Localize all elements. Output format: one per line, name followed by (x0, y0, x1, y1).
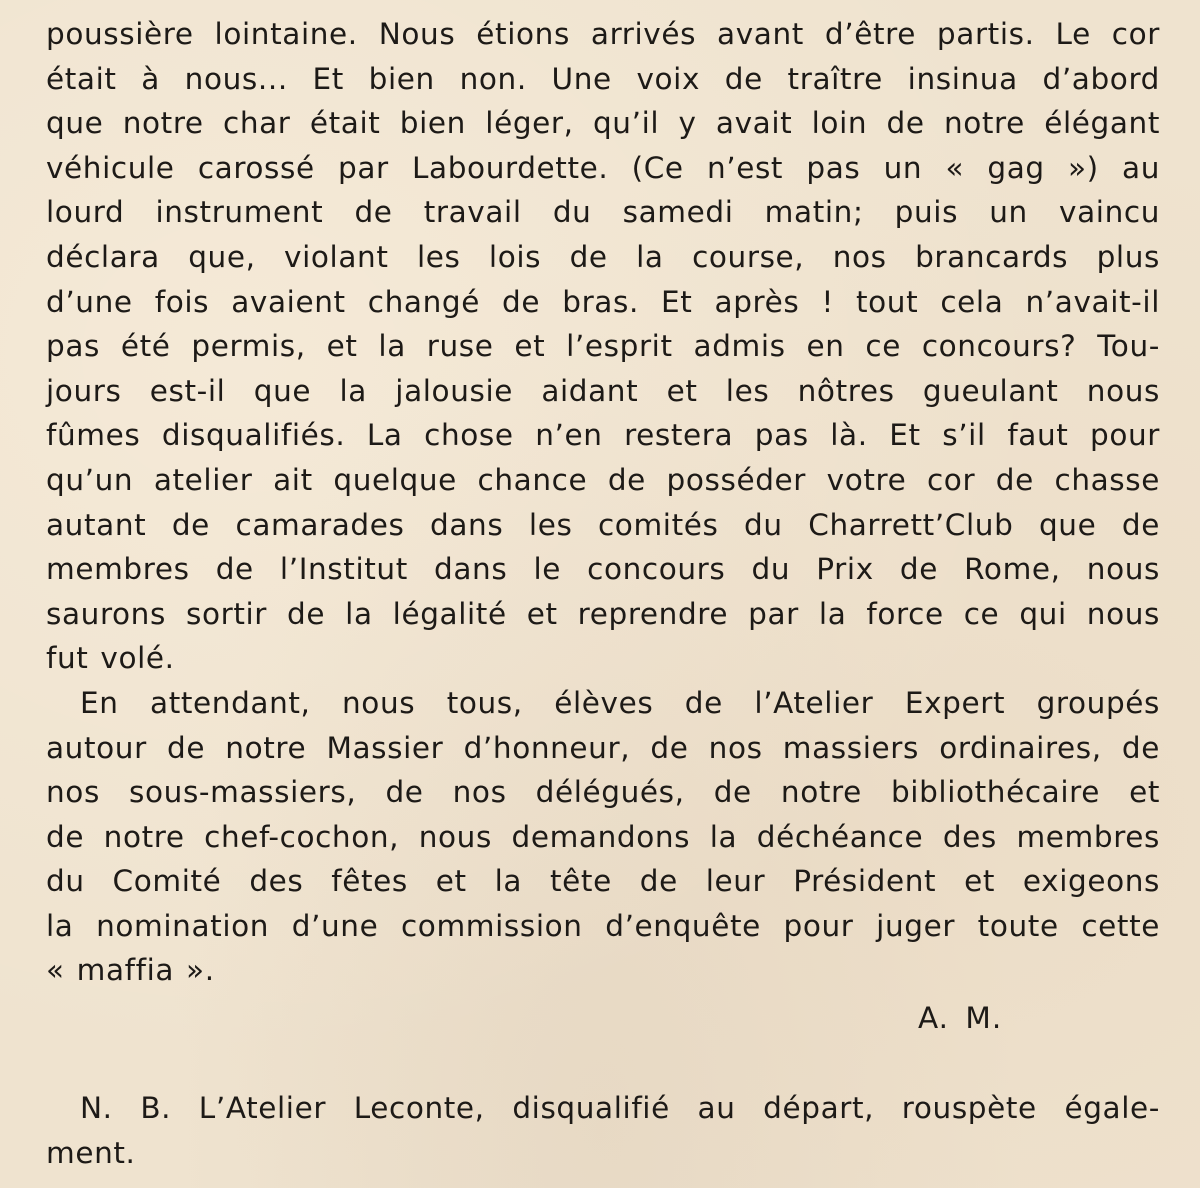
author-signature: A. M. (918, 1001, 1003, 1035)
text-line: fut volé. (46, 641, 175, 676)
text-line: que notre char était bien léger, qu’il y avait loin de notre élégant (46, 106, 1160, 141)
text-line: qu’un atelier ait quelque chance de posséder votre cor de chasse (46, 462, 1160, 497)
text-line: véhicule carossé par Labourdette. (Ce n’est pas un « gag ») au (46, 150, 1160, 185)
text-line: « maffia ». (46, 953, 215, 988)
text-line: pas été permis, et la ruse et l’esprit admis en ce concours? Tou- (46, 329, 1160, 364)
text-line: lourd instrument de travail du samedi matin; puis un vaincu (46, 195, 1160, 230)
text-line: nos sous-massiers, de nos délégués, de notre bibliothécaire et (46, 775, 1160, 810)
text-line: jours est-il que la jalousie aidant et les nôtres gueulant nous (46, 373, 1160, 408)
text-line: membres de l’Institut dans le concours du Prix de Rome, nous (46, 552, 1160, 587)
text-line: d’une fois avaient changé de bras. Et après ! tout cela n’avait-il (46, 284, 1160, 319)
text-line: déclara que, violant les lois de la course, nos brancards plus (46, 239, 1160, 274)
paragraph-1 (46, 12, 1160, 681)
paragraph-2 (46, 681, 1160, 993)
text-line: autour de notre Massier d’honneur, de nos massiers ordinaires, de (46, 730, 1160, 765)
text-line: poussière lointaine. Nous étions arrivés avant d’être partis. Le cor (46, 17, 1160, 51)
text-line: En attendant, nous tous, élèves de l’Atelier Expert groupés (80, 685, 1160, 720)
text-line: était à nous... Et bien non. Une voix de traître insinua d’abord (46, 61, 1160, 96)
text-line: du Comité des fêtes et la tête de leur Président et exigeons (46, 864, 1160, 899)
text-line: fûmes disqualifiés. La chose n’en restera pas là. Et s’il faut pour (46, 418, 1160, 453)
text-line: ment. (46, 1135, 136, 1170)
text-line: de notre chef-cochon, nous demandons la déchéance des membres (46, 819, 1160, 854)
text-line: la nomination d’une commission d’enquête pour juger toute cette (46, 908, 1160, 943)
footnote-nb (46, 1086, 1160, 1175)
article-body (46, 12, 1160, 993)
text-line: saurons sortir de la légalité et reprendre par la force ce qui nous (46, 596, 1160, 631)
text-line: autant de camarades dans les comités du Charrett’Club que de (46, 507, 1160, 542)
text-line: N. B. L’Atelier Leconte, disqualifié au départ, rouspète égale- (80, 1091, 1160, 1125)
